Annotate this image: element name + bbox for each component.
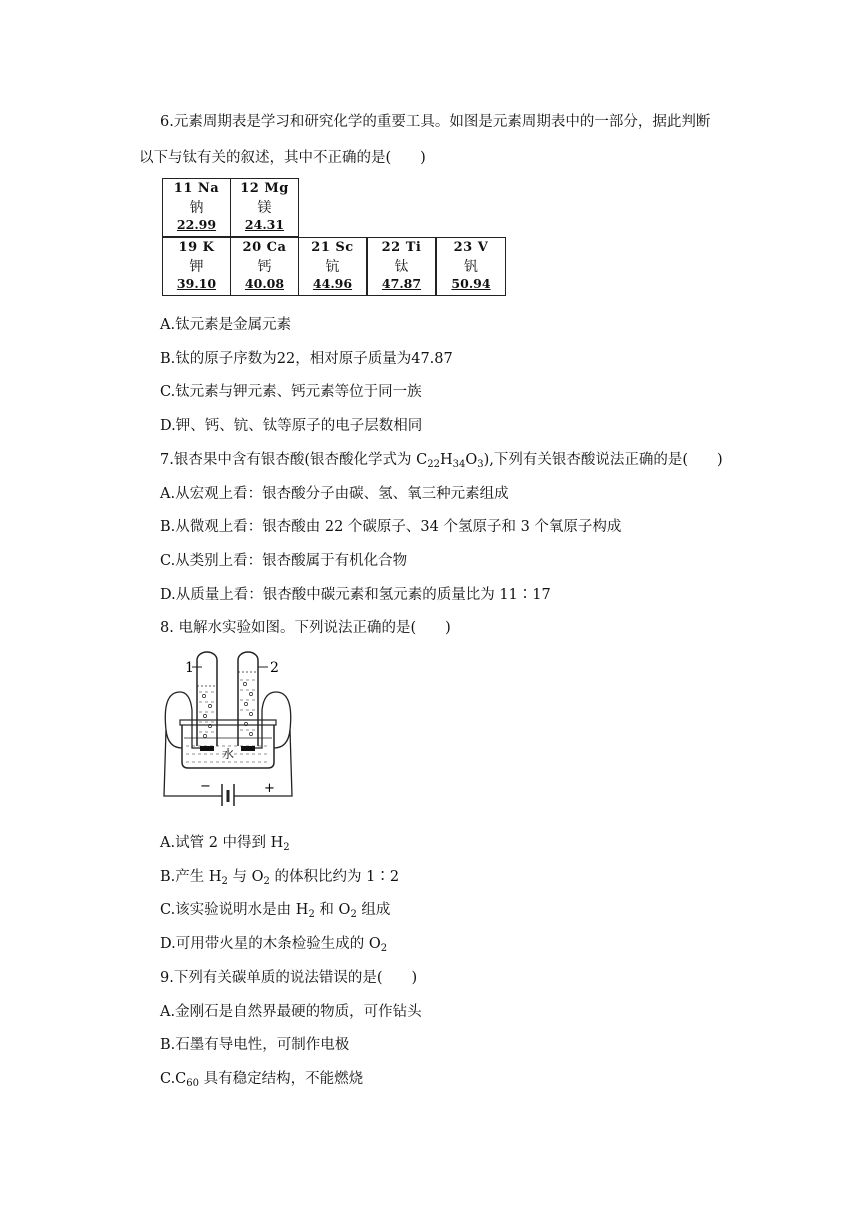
q9-stem: 9.下列有关碳单质的说法错误的是( ) xyxy=(160,970,418,986)
q7-option-d: D.从质量上看：银杏酸中碳元素和氢元素的质量比为 11∶17 xyxy=(160,587,551,603)
q9-option-c: $C.C_{60}$ 具有稳定结构，不能燃烧 xyxy=(160,1071,364,1089)
q6-option-c: C.钛元素与钾元素、钙元素等位于同一族 xyxy=(160,384,422,400)
q7-option-a: A.从宏观上看：银杏酸分子由碳、氢、氧三种元素组成 xyxy=(160,486,509,502)
q6-option-b: B.钛的原子序数为22，相对原子质量为47.87 xyxy=(160,351,453,367)
negative-sign: − xyxy=(200,779,211,794)
element-cell-ti: 22 Ti 钛 47.87 xyxy=(367,237,436,296)
electrolysis-apparatus-figure xyxy=(158,650,298,806)
element-cell-na: 11 Na 钠 22.99 xyxy=(162,178,231,237)
q9-option-b: B.石墨有导电性，可制作电极 xyxy=(160,1037,350,1053)
element-cell-sc: 21 Sc 钪 44.96 xyxy=(298,237,367,296)
q8-option-d: D.可用带火星的木条检验生成的 $O_2$ xyxy=(160,936,388,954)
q8-option-c: C.该实验说明水是由 $H_2$ 和 $O_2$ 组成 xyxy=(160,902,391,920)
q8-option-a: A.试管 2 中得到 $H_2$ xyxy=(160,835,290,853)
test-tube-2 xyxy=(238,652,258,746)
element-cell-k: 19 K 钾 39.10 xyxy=(162,237,231,296)
electrolysis-diagram xyxy=(158,650,298,806)
q6-stem-line2: 以下与钛有关的叙述，其中不正确的是( ) xyxy=(139,150,426,166)
element-cell-v: 23 V 钒 50.94 xyxy=(436,237,506,296)
q6-stem-line1: 6.元素周期表是学习和研究化学的重要工具。如图是元素周期表中的一部分，据此判断 xyxy=(160,114,711,130)
water-label: 水 xyxy=(222,747,235,761)
tube-1-label: 1 xyxy=(185,660,194,676)
electrode-2 xyxy=(241,746,255,751)
q8-stem: 8. 电解水实验如图。下列说法正确的是( ) xyxy=(160,620,451,636)
tube-2-label: 2 xyxy=(270,660,279,676)
electrode-1 xyxy=(200,746,214,751)
q6-option-a: A.钛元素是金属元素 xyxy=(160,317,292,333)
periodic-table-excerpt xyxy=(162,178,506,297)
element-cell-mg: 12 Mg 镁 24.31 xyxy=(230,178,299,237)
q7-option-c: C.从类别上看：银杏酸属于有机化合物 xyxy=(160,553,408,569)
q9-option-a: A.金刚石是自然界最硬的物质，可作钻头 xyxy=(160,1004,422,1020)
q7-option-b: B.从微观上看：银杏酸由 22 个碳原子、34 个氢原子和 3 个氧原子构成 xyxy=(160,519,622,535)
element-cell-ca: 20 Ca 钙 40.08 xyxy=(230,237,299,296)
q6-option-d: D.钾、钙、钪、钛等原子的电子层数相同 xyxy=(160,418,423,434)
q7-stem: 7.银杏果中含有银杏酸(银杏酸化学式为 $C_{22}H_{34}O_3$),下列有关银杏酸说法正确的是( ) xyxy=(160,452,723,470)
positive-sign: + xyxy=(264,781,275,796)
q8-option-b: B.产生 $H_2$ 与 $O_2$ 的体积比约为 1∶2 xyxy=(160,869,400,887)
